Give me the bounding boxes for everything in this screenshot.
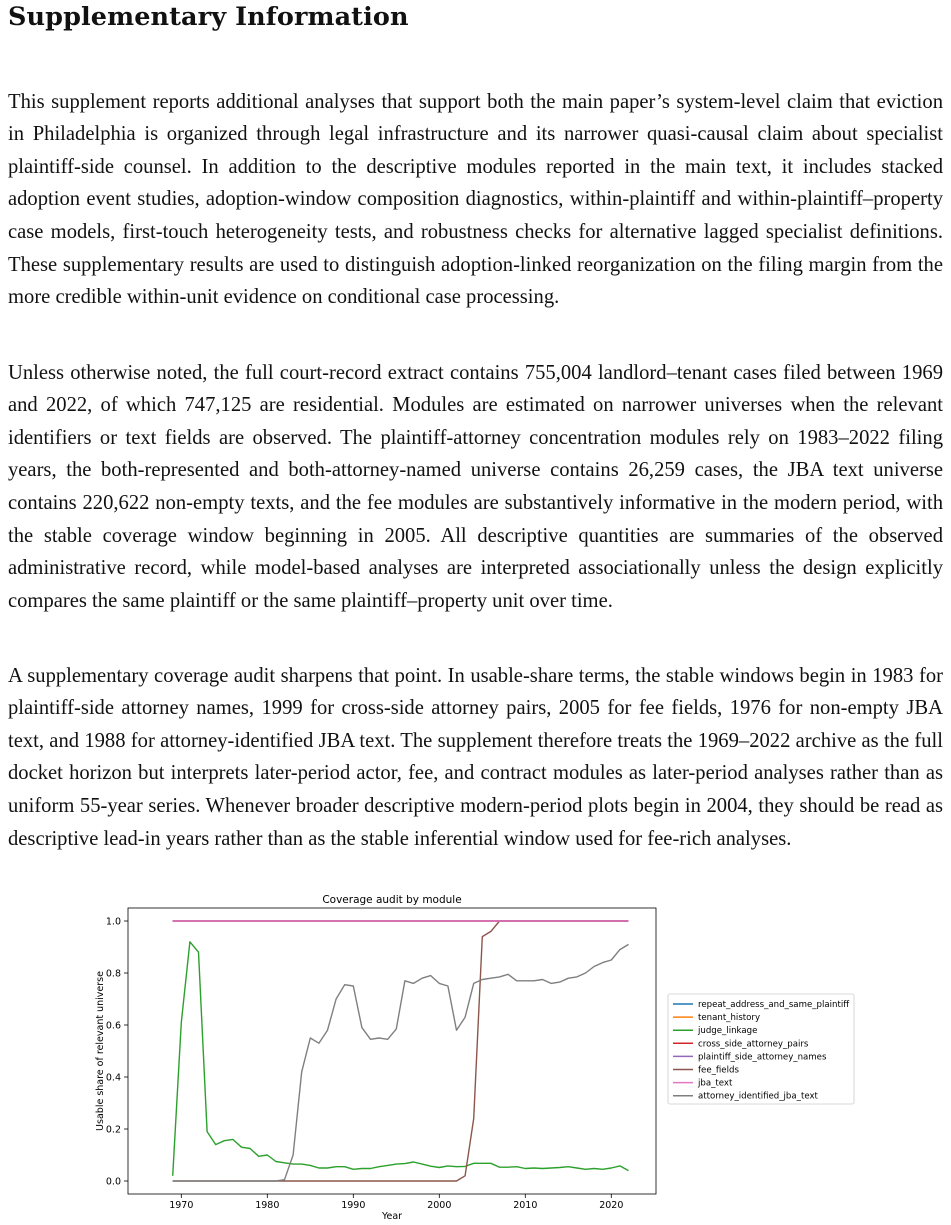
y-axis	[106, 917, 128, 1188]
x-tick-label: 2020	[599, 1200, 624, 1211]
x-tick-label: 1990	[341, 1200, 366, 1211]
paragraph-coverage-audit: A supplementary coverage audit sharpens that point. In usable-share terms, the stable windows begin in 1983 for plaintiff-side attorney names, 1999 for cross-side attorney pairs, 2005 for fee fields, 1976 for non-empty JBA text, and 1988 for attorney-identified JBA text. The supplement therefore treats the 1969–2022 archive as the full docket horizon but interprets later-period actor, fee, and contract modules as later-period analyses rather than as uniform 55-year series. Whenever broader descriptive modern-period plots begin in 2004, they should be read as descriptive lead-in years rather than as the stable inferential window used for fee-rich analyses.	[8, 664, 943, 850]
plot-frame	[128, 908, 656, 1194]
x-tick-label: 1980	[255, 1200, 280, 1211]
series-line-fee-fields	[173, 921, 629, 1181]
y-tick-label: 0.6	[105, 1020, 121, 1032]
x-tick-label: 2010	[513, 1200, 538, 1211]
paragraph-intro: This supplement reports additional analyses that support both the main paper’s system-level claim that eviction in Philadelphia is organized through legal infrastructure and its narrower quasi-causal claim about specialist plaintiff-side counsel. In addition to the descriptive modules reported in the main text, it includes stacked adoption event studies, adoption-window composition diagnostics, within-plaintiff and within-plaintiff–property case models, first-touch heterogeneity tests, and robustness checks for alternative lagged specialist definitions. These supplementary results are used to distinguish adoption-linked reorganization on the filing margin from the more credible within-unit evidence on conditional case processing.	[8, 90, 943, 309]
coverage-audit-figure	[0, 885, 951, 1225]
legend-label: fee_fields	[698, 1065, 739, 1076]
chart-legend	[668, 994, 854, 1104]
series-lines	[173, 921, 629, 1181]
y-tick-label: 1.0	[105, 916, 121, 928]
x-axis	[169, 1194, 623, 1211]
chart-title: Coverage audit by module	[322, 894, 462, 906]
coverage-audit-chart	[0, 885, 951, 1225]
legend-label: repeat_address_and_same_plaintiff	[698, 1000, 850, 1010]
y-tick-label: 0.2	[105, 1124, 121, 1136]
x-axis-label: Year	[381, 1211, 403, 1222]
legend-label: attorney_identified_jba_text	[698, 1091, 818, 1102]
legend-label: cross_side_attorney_pairs	[698, 1039, 809, 1050]
y-tick-label: 0.8	[105, 968, 121, 980]
series-line-judge-linkage	[173, 942, 629, 1176]
legend-label: judge_linkage	[698, 1026, 758, 1037]
legend-label: tenant_history	[698, 1013, 761, 1024]
paragraph-data-universe: Unless otherwise noted, the full court-record extract contains 755,004 landlord–tenant cases filed between 1969 and 2022, of which 747,125 are residential. Modules are estimated on narrower universes when the relevant identifiers or text fields are observed. The plaintiff-attorney concentration modules rely on 1983–2022 filing years, the both-represented and both-attorney-named universe contains 26,259 cases, the JBA text universe contains 220,622 non-empty texts, and the fee modules are substantively informative in the modern period, with the stable coverage window beginning in 2005. All descriptive quantities are summaries of the observed administrative record, while model-based analyses are interpreted associationally unless the design explicitly compares the same plaintiff or the same plaintiff–property unit over time.	[8, 361, 943, 612]
y-tick-label: 0.4	[105, 1072, 121, 1084]
series-line-attorney-identified-jba-text	[173, 944, 629, 1181]
x-tick-label: 2000	[427, 1200, 452, 1211]
y-tick-label: 0.0	[105, 1176, 121, 1188]
section-title: Supplementary Information	[8, 2, 409, 32]
x-tick-label: 1970	[169, 1200, 194, 1211]
y-axis-label: Usable share of relevant universe	[95, 971, 106, 1131]
legend-label: plaintiff_side_attorney_names	[698, 1052, 827, 1063]
legend-label: jba_text	[698, 1078, 733, 1089]
